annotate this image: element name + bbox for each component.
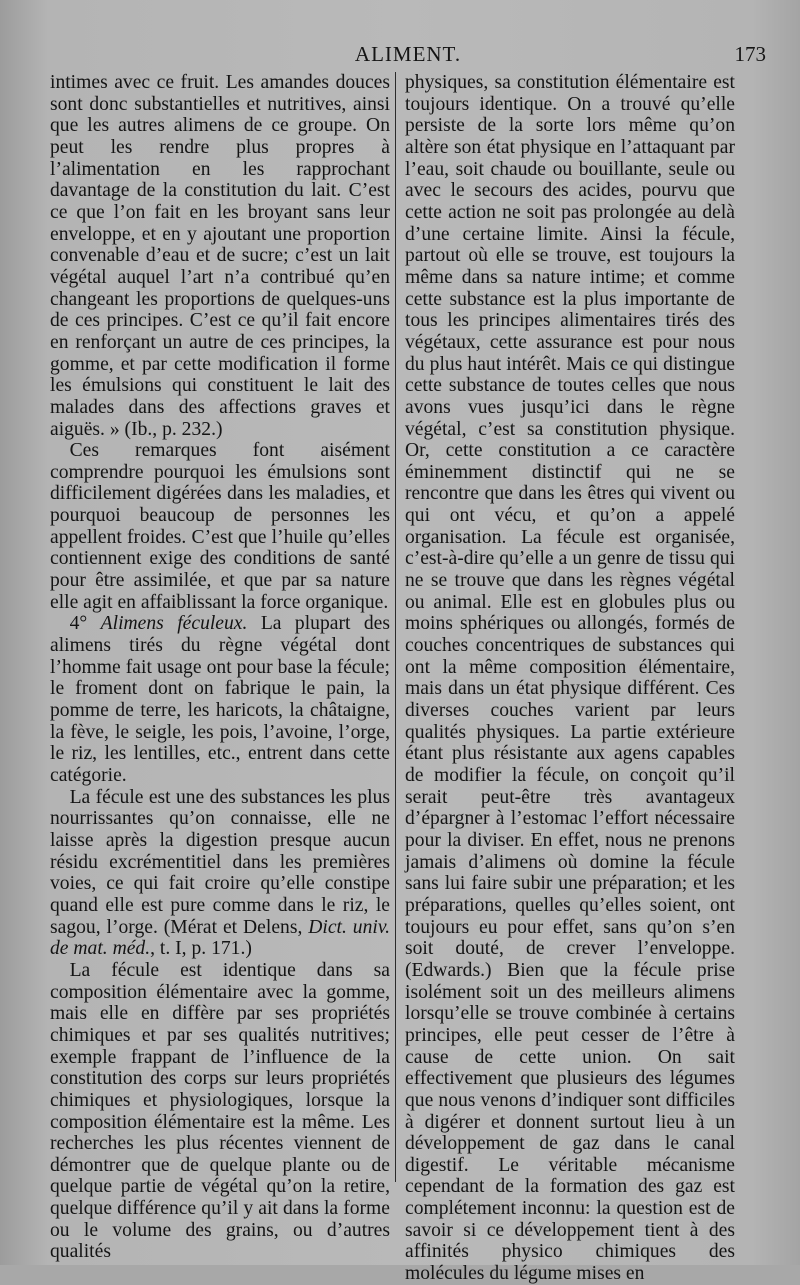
citation: Dict. univ. de mat. méd. xyxy=(50,916,390,960)
section-number: 4° xyxy=(69,613,88,635)
paragraph: Ces remarques font aisément comprendre pourquoi les émulsions sont difficilement digérées dans les maladies, et pourquoi beaucoup de personnes les appellent froides. C’est que l’huile qu’elles contiennent exige des conditions de santé pour être assimilée, et que par sa nature elle agit en affaiblissant la force organique. xyxy=(50,440,390,613)
column-divider xyxy=(395,72,396,1182)
page-number: 173 xyxy=(734,42,766,66)
paragraph-text: La plupart des alimens tirés du règne végétal dont l’homme fait usage ont pour base la fécule; le froment dont on fabrique le pain, la pomme de terre, les haricots, la châtaigne, la fève, le seigle, les pois, l’avoine, l’orge, le riz, les lentilles, etc., entrent dans cette catégorie. xyxy=(50,613,390,786)
paragraph: intimes avec ce fruit. Les amandes douces sont donc substantielles et nutritives, ainsi que les autres alimens de ce groupe. On peut les rendre plus propres à l’alimentation en les rapprochant davantage de la constitution du lait. C’est ce que l’on fait en les broyant sans leur enveloppe, et en y ajoutant une proportion convenable d’eau et de sucre; c’est un lait végétal auquel l’art n’a contribué qu’en changeant les proportions de quelques-uns de ces principes. C’est ce qu’il fait encore en renforçant un autre de ces principes, la gomme, et par cette modification il forme les émulsions qui constituent le lait des malades dans des affections graves et aiguës. » (Ib., p. 232.) xyxy=(50,72,390,440)
section-title: Alimens féculeux. xyxy=(100,613,248,635)
left-column xyxy=(50,72,390,1263)
running-title: ALIMENT. xyxy=(354,42,462,66)
paragraph: physiques, sa constitution élémentaire est toujours identique. On a trouvé qu’elle persiste de la sorte lors même qu’on altère son état physique en l’attaquant par l’eau, soit chaude ou bouillante, seule ou avec le secours des acides, pourvu que cette action ne soit pas prolongée au delà d’une certaine limite. Ainsi la fécule, partout où elle se trouve, est toujours la même dans sa nature intime; et comme cette substance est la plus importante de tous les principes alimentaires tirés des végétaux, cette assurance est pour nous du plus haut intérêt. Mais ce qui distingue cette substance de toutes celles que nous avons vues jusqu’ici dans le règne végétal, c’est sa constitution physique. Or, cette constitution a ce caractère éminemment distinctif qui ne se rencontre que dans les êtres qui vivent ou qui ont vécu, et qu’on a appelé organisation. La fécule est organisée, c’est-à-dire qu’elle a un genre de tissu qui ne se trouve que dans les règnes végétal ou animal. Elle est en globules plus ou moins sphériques ou allongés, formés de couches concentriques de substances qui ont la même composition élémentaire, mais dans un état physique différent. Ces diverses couches varient par leurs qualités physiques. La partie extérieure étant plus résistante aux agens capables de modifier la fécule, on conçoit qu’il serait peut-être très avantageux d’épargner à l’estomac l’effort nécessaire pour la diviser. En effet, nous ne prenons jamais d’alimens où domine la fécule sans lui faire subir une préparation; et les préparations, quelles qu’elles soient, ont toujours eu pour effet, sans qu’on s’en soit douté, de crever l’enveloppe. (Edwards.) Bien que la fécule prise isolément soit un des meilleurs alimens lorsqu’elle se trouve combinée à certains principes, elle peut cesser de l’être à cause de cette union. On sait effectivement que plusieurs des légumes que nous venons d’indiquer sont difficiles à digérer et donnent surtout lieu à un développement de gaz dans le canal digestif. Le véritable mécanisme cependant de la formation des gaz est complétement inconnu: la question est de savoir si ce développement tient à des affinités physico chimiques des molécules du légume mises en xyxy=(405,72,735,1285)
right-column xyxy=(405,72,735,1285)
paragraph xyxy=(50,787,390,960)
paragraph xyxy=(50,613,390,786)
paragraph: La fécule est identique dans sa composition élémentaire avec la gomme, mais elle en diffère par ses propriétés chimiques et par ses qualités nutritives; exemple frappant de l’influence de la constitution des corps sur leurs propriétés chimiques et physiologiques, lorsque la composition élémentaire est la même. Les recherches les plus récentes viennent de démontrer que de quelque plante ou de quelque partie de végétal qu’on la retire, quelque différence qu’il y ait dans la forme ou le volume des grains, ou d’autres qualités xyxy=(50,959,390,1263)
paragraph-text: La fécule est une des substances les plus nourrissantes qu’on connaisse, elle ne laisse après la digestion presque aucun résidu excrémentitiel dans les premières voies, ce qui fait croire qu’elle constipe quand elle est pure comme dans le riz, le sagou, l’orge. (Mérat et Delens, xyxy=(50,786,390,938)
page-header xyxy=(50,42,766,68)
citation-end: , t. I, p. 171.) xyxy=(150,938,252,960)
